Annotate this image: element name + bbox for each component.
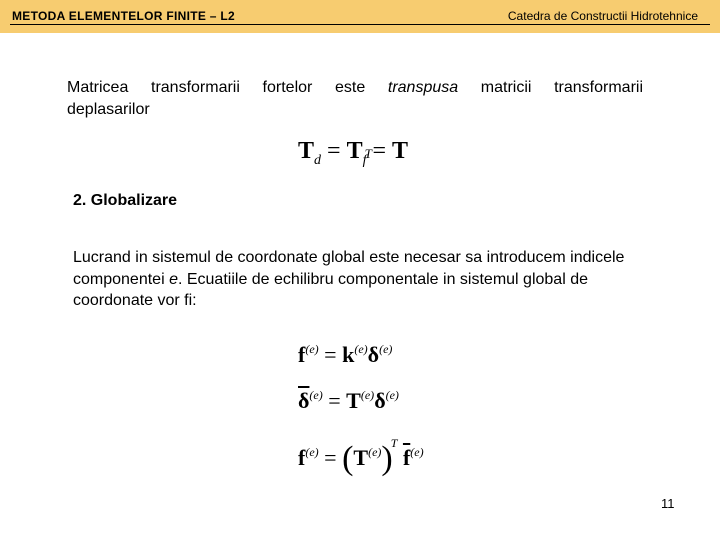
intro-word: transformarii bbox=[554, 79, 643, 96]
section-text-2: . Ecuatiile de echilibru componentale in sistemul global de coordonate vor fi: bbox=[73, 270, 588, 309]
equation-displacement: $\overline{\delta}^{(e)} = T^{(e)}\delta^{(e)}$ bbox=[298, 388, 399, 413]
intro-word: este bbox=[334, 79, 366, 96]
section-text-1: Lucrand in sistemul de coordonate global este necesar sa introducem indicele componentei bbox=[73, 249, 625, 288]
section-index-e: e bbox=[169, 270, 178, 288]
equation-global-force: $f^{(e)} = (T^{(e)})^T$ $\overline{f}^{(e)}$ bbox=[298, 436, 424, 477]
intro-word: Matricea bbox=[67, 79, 129, 96]
intro-line-1 bbox=[67, 77, 643, 99]
intro-word-italic: transpusa bbox=[387, 79, 459, 96]
header-department: Catedra de Constructii Hidrotehnice bbox=[507, 9, 698, 23]
intro-word: fortelor bbox=[262, 79, 313, 96]
equation-transform: $T_d = T$ T $_f$ = T bbox=[298, 138, 409, 168]
slide-header bbox=[0, 0, 720, 33]
equation-force: $f^{(e)} = k^{(e)}\delta^{(e)}$ bbox=[298, 342, 393, 367]
section-paragraph bbox=[73, 247, 643, 312]
intro-line-2: deplasarilor bbox=[67, 100, 150, 118]
page-number: 11 bbox=[661, 496, 675, 511]
header-underline bbox=[10, 24, 710, 25]
header-title: METODA ELEMENTELOR FINITE – L2 bbox=[12, 9, 236, 23]
intro-paragraph bbox=[67, 77, 643, 120]
intro-word: matricii bbox=[480, 79, 532, 96]
intro-word: transformarii bbox=[151, 79, 240, 96]
section-heading: 2. Globalizare bbox=[73, 192, 178, 209]
